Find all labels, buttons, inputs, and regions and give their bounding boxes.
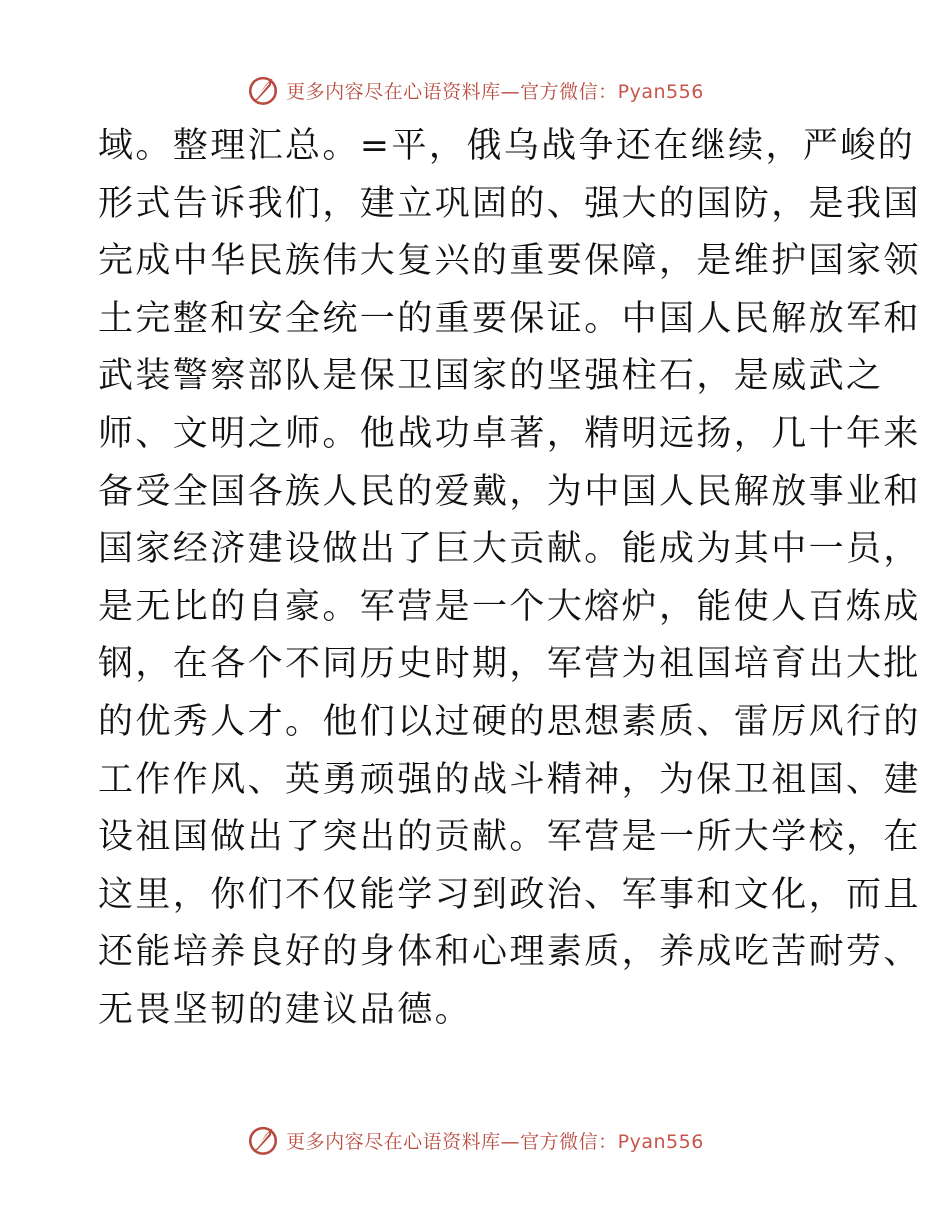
text-line: 武装警察部队是保卫国家的坚强柱石，是威武之 — [98, 356, 884, 397]
text-line: 师、文明之师。他战功卓著，精明远扬，几十年来 — [98, 413, 921, 454]
text-line: 形式告诉我们，建立巩固的、强大的国防，是我国 — [98, 183, 921, 224]
header-banner-text — [286, 77, 704, 104]
header-wechat-handle: Pyan556 — [617, 80, 704, 103]
text-line: 钢，在各个不同历史时期，军营为祖国培育出大批 — [98, 644, 921, 685]
footer-wechat-handle: Pyan556 — [617, 1130, 704, 1153]
footer-banner — [0, 1120, 950, 1160]
footer-banner-main: 更多内容尽在心语资料库—官方微信： — [286, 1130, 618, 1153]
text-line: 备受全国各族人民的爱戴，为中国人民解放事业和 — [98, 471, 921, 512]
text-line: 设祖国做出了突出的贡献。军营是一所大学校，在 — [98, 817, 921, 858]
text-line: 是无比的自豪。军营是一个大熔炉，能使人百炼成 — [98, 586, 921, 627]
text-line: 这里，你们不仅能学习到政治、军事和文化，而且 — [98, 874, 921, 915]
text-line: 完成中华民族伟大复兴的重要保障，是维护国家领 — [98, 241, 921, 282]
document-body — [98, 118, 921, 1040]
text-line: 域。整理汇总。=平，俄乌战争还在继续，严峻的 — [98, 126, 916, 166]
text-line: 无畏坚韧的建议品德。 — [98, 989, 473, 1030]
footer-banner-text — [286, 1127, 704, 1154]
text-line: 还能培养良好的身体和心理素质，养成吃苦耐劳、 — [98, 932, 921, 973]
quill-pen-logo-icon — [246, 1123, 280, 1157]
header-banner-main: 更多内容尽在心语资料库—官方微信： — [286, 80, 618, 103]
text-line: 工作作风、英勇顽强的战斗精神，为保卫祖国、建 — [98, 759, 921, 800]
header-banner — [0, 70, 950, 110]
text-line: 的优秀人才。他们以过硬的思想素质、雷厉风行的 — [98, 701, 921, 742]
text-line: 国家经济建设做出了巨大贡献。能成为其中一员， — [98, 529, 921, 570]
text-line: 土完整和安全统一的重要保证。中国人民解放军和 — [98, 298, 921, 339]
quill-pen-logo-icon — [246, 73, 280, 107]
